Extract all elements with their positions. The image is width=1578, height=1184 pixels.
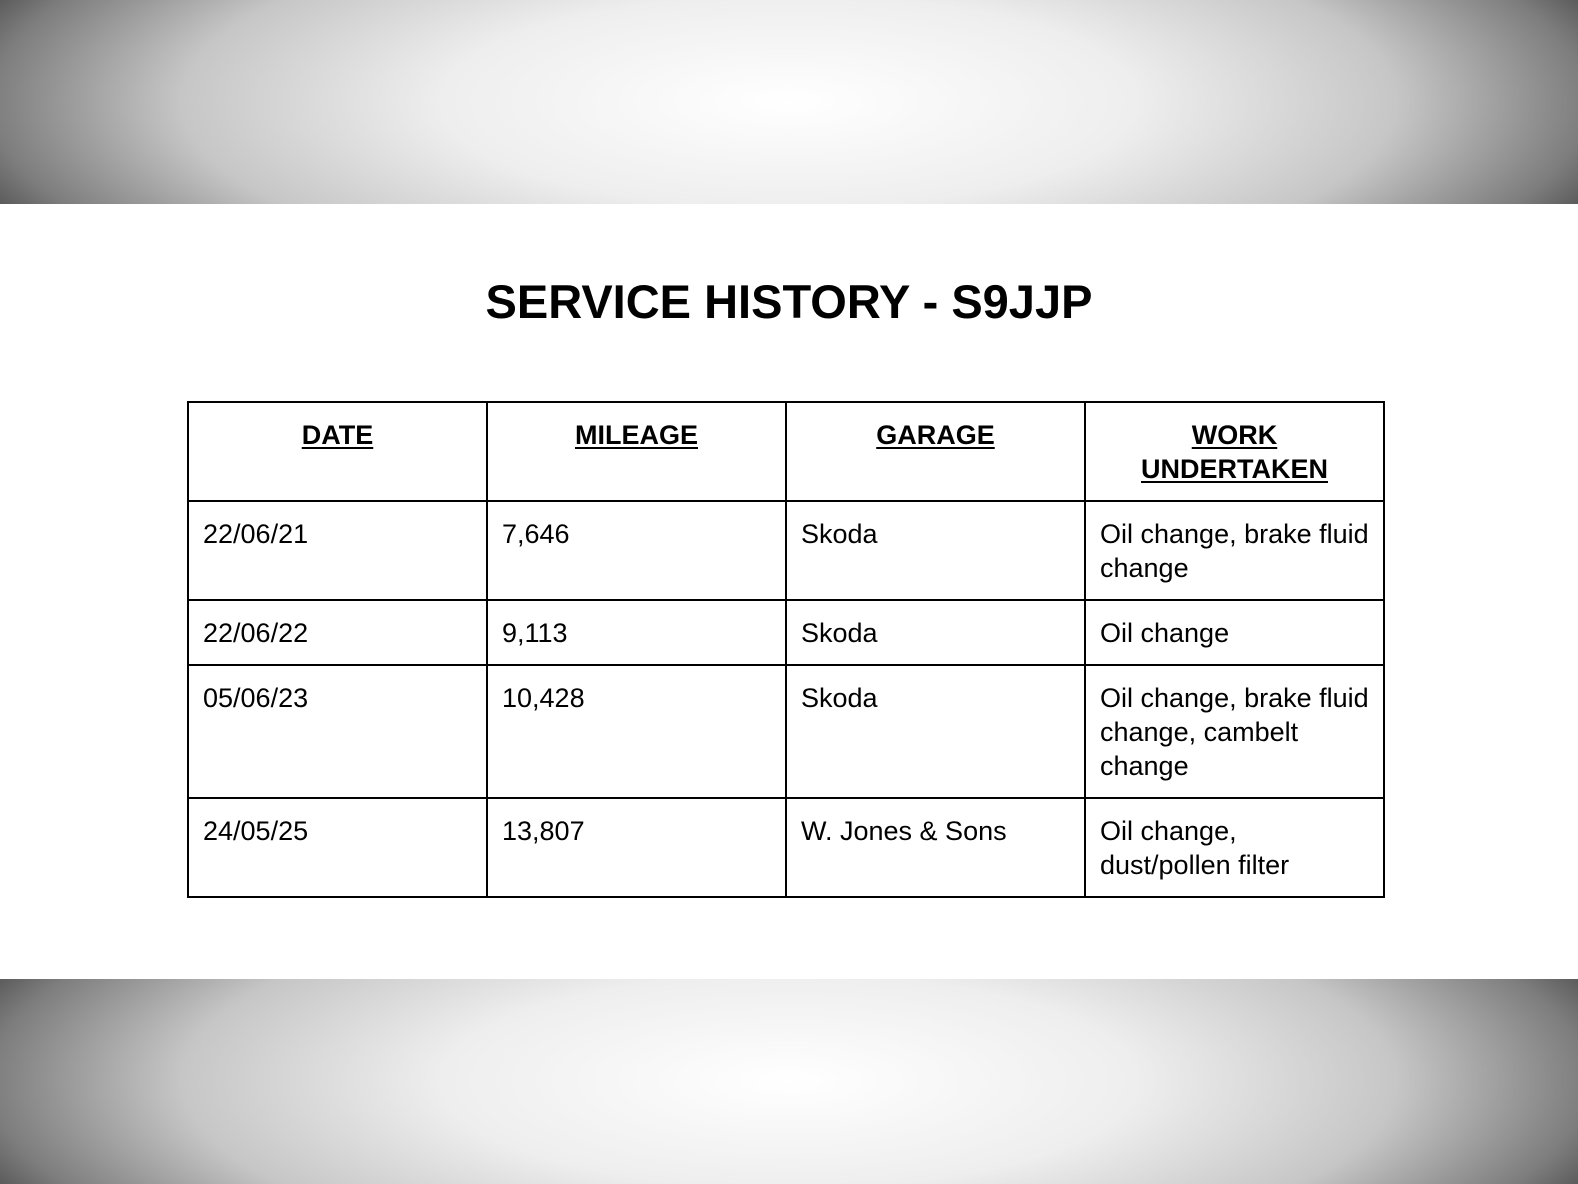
cell-garage: Skoda (786, 501, 1085, 600)
column-header-mileage: MILEAGE (487, 402, 786, 501)
cell-work-undertaken: Oil change, dust/pollen filter (1085, 798, 1384, 897)
cell-work-undertaken: Oil change, brake fluid change (1085, 501, 1384, 600)
column-header-work-undertaken: WORK UNDERTAKEN (1085, 402, 1384, 501)
cell-date: 24/05/25 (188, 798, 487, 897)
bottom-background-band (0, 979, 1578, 1184)
service-history-table (187, 401, 1385, 898)
top-background-band (0, 0, 1578, 204)
cell-work-undertaken: Oil change, brake fluid change, cambelt change (1085, 665, 1384, 798)
page-title: SERVICE HISTORY - S9JJP (485, 275, 1093, 328)
cell-work-undertaken: Oil change (1085, 600, 1384, 665)
table-header-row (188, 402, 1384, 501)
column-header-date: DATE (188, 402, 487, 501)
cell-garage: Skoda (786, 665, 1085, 798)
document-page (0, 204, 1578, 979)
table-row (188, 798, 1384, 897)
cell-mileage: 10,428 (487, 665, 786, 798)
table-row (188, 600, 1384, 665)
table-row (188, 665, 1384, 798)
cell-date: 22/06/21 (188, 501, 487, 600)
cell-date: 22/06/22 (188, 600, 487, 665)
cell-garage: W. Jones & Sons (786, 798, 1085, 897)
cell-garage: Skoda (786, 600, 1085, 665)
cell-mileage: 13,807 (487, 798, 786, 897)
cell-mileage: 7,646 (487, 501, 786, 600)
table-row (188, 501, 1384, 600)
cell-date: 05/06/23 (188, 665, 487, 798)
cell-mileage: 9,113 (487, 600, 786, 665)
column-header-garage: GARAGE (786, 402, 1085, 501)
